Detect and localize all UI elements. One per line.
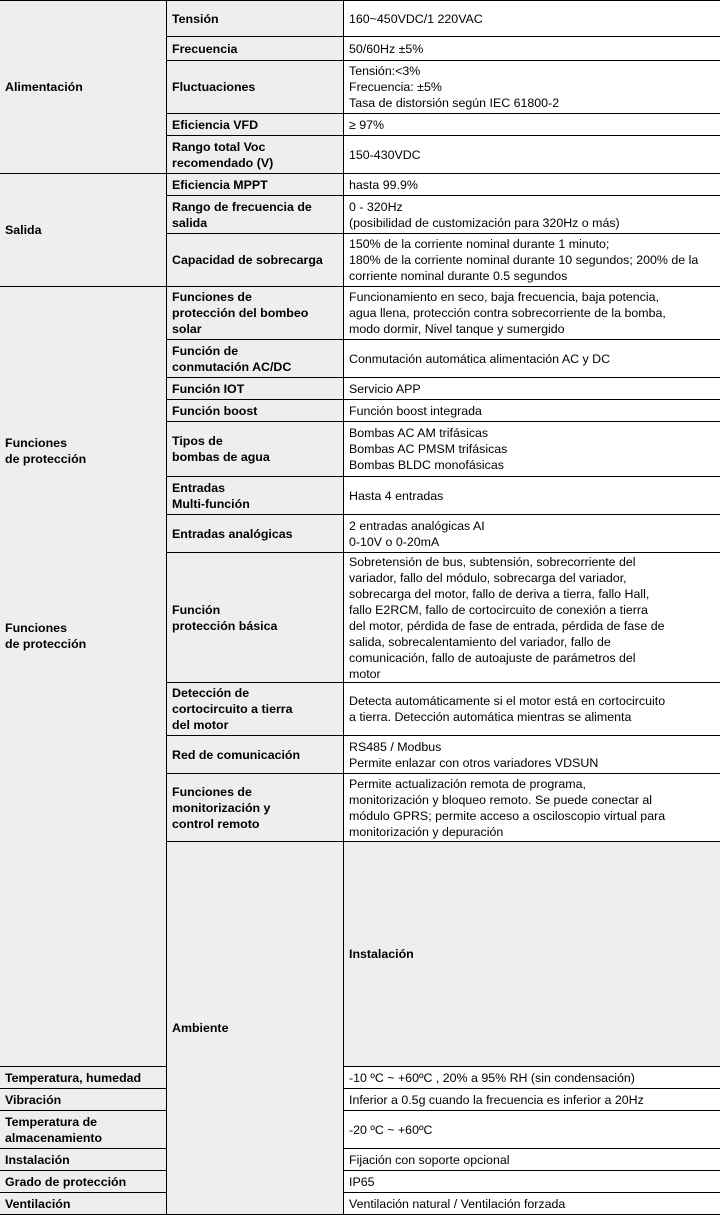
category-alimentacion: Alimentación — [0, 1, 167, 174]
category-funciones-b: Funciones de protección — [5, 620, 161, 652]
row-label: Capacidad de sobrecarga — [167, 234, 344, 287]
row-value: Conmutación automática alimentación AC y DC — [344, 340, 720, 378]
row-label: Rango total Voc recomendado (V) — [167, 136, 344, 174]
row-value: Función boost integrada — [344, 400, 720, 422]
row-value: -20 ºC ~ +60ºC — [344, 1111, 720, 1149]
row-label: Temperatura de almacenamiento — [0, 1111, 167, 1149]
row-value: Detecta automáticamente si el motor está en cortocircuito a tierra. Detección automática mientras se alimenta — [344, 683, 720, 736]
row-label: Vibración — [0, 1089, 167, 1111]
row-label: Frecuencia — [167, 37, 344, 61]
row-label: Rango de frecuencia de salida — [167, 196, 344, 234]
row-value: Servicio APP — [344, 378, 720, 400]
row-value: Hasta 4 entradas — [344, 477, 720, 515]
category-funciones-proteccion — [0, 287, 167, 1067]
row-label: Fluctuaciones — [167, 61, 344, 114]
row-value: Permite actualización remota de programa, monitorización y bloqueo remoto. Se puede conectar al módulo GPRS; permite acceso a osciloscopio virtual para monitorización y depuración — [344, 774, 720, 842]
row-value: Bombas AC AM trifásicas Bombas AC PMSM trifásicas Bombas BLDC monofásicas — [344, 422, 720, 477]
row-label: Tipos de bombas de agua — [167, 422, 344, 477]
row-label: Instalación — [344, 842, 720, 1067]
row-value: Tensión:<3% Frecuencia: ±5% Tasa de distorsión según IEC 61800-2 — [344, 61, 720, 114]
row-label: Funciones de monitorización y control remoto — [167, 774, 344, 842]
row-value: 2 entradas analógicas AI 0-10V o 0-20mA — [344, 515, 720, 553]
table-row — [0, 174, 720, 196]
table-row — [0, 1089, 720, 1111]
category-salida: Salida — [0, 174, 167, 287]
row-value: hasta 99.9% — [344, 174, 720, 196]
row-value: Sobretensión de bus, subtensión, sobrecorriente del variador, fallo del módulo, sobrecarga del variador, sobrecarga del motor, fallo de deriva a tierra, fallo Hall, fallo E2RCM, fallo de cortocircuito de conexión a tierra del motor, pérdida de fase de entrada, pérdida de fase de salida, sobrecalentamiento del variador, fallo de comunicación, fallo de autoajuste de parámetros del motor — [344, 553, 720, 683]
row-value: -10 ºC ~ +60ºC , 20% a 95% RH (sin condensación) — [344, 1067, 720, 1089]
row-label: Entradas Multi-función — [167, 477, 344, 515]
row-label: Función de conmutación AC/DC — [167, 340, 344, 378]
category-funciones-a: Funciones de protección — [5, 435, 161, 467]
table-row — [0, 1067, 720, 1089]
row-label: Instalación — [0, 1149, 167, 1171]
row-label: Eficiencia MPPT — [167, 174, 344, 196]
row-label: Función boost — [167, 400, 344, 422]
row-label: Función protección básica — [167, 553, 344, 683]
row-value: Inferior a 0.5g cuando la frecuencia es inferior a 20Hz — [344, 1089, 720, 1111]
row-label: Red de comunicación — [167, 736, 344, 774]
row-label: Ventilación — [0, 1193, 167, 1215]
table-row — [0, 1193, 720, 1215]
table-row — [0, 287, 720, 340]
row-value: 160~450VDC/1 220VAC — [344, 1, 720, 37]
row-label: Eficiencia VFD — [167, 114, 344, 136]
row-label: Entradas analógicas — [167, 515, 344, 553]
row-label: Funciones de protección del bombeo solar — [167, 287, 344, 340]
row-value: 150-430VDC — [344, 136, 720, 174]
row-value: RS485 / Modbus Permite enlazar con otros variadores VDSUN — [344, 736, 720, 774]
table-row — [0, 1171, 720, 1193]
row-value: 150% de la corriente nominal durante 1 minuto; 180% de la corriente nominal durante 10 segundos; 200% de la corriente nominal durante 0.5 segundos — [344, 234, 720, 287]
row-label: Detección de cortocircuito a tierra del motor — [167, 683, 344, 736]
row-label: Tensión — [167, 1, 344, 37]
category-ambiente: Ambiente — [167, 842, 344, 1215]
row-value: 50/60Hz ±5% — [344, 37, 720, 61]
row-value: Fijación con soporte opcional — [344, 1149, 720, 1171]
table-row — [0, 1111, 720, 1149]
row-value: 0 - 320Hz (posibilidad de customización para 320Hz o más) — [344, 196, 720, 234]
row-label: Función IOT — [167, 378, 344, 400]
row-value: Funcionamiento en seco, baja frecuencia, baja potencia, agua llena, protección contra sobrecorriente de la bomba, modo dormir, Nivel tanque y sumergido — [344, 287, 720, 340]
table-row — [0, 1, 720, 37]
row-label: Grado de protección — [0, 1171, 167, 1193]
row-value: IP65 — [344, 1171, 720, 1193]
row-label: Temperatura, humedad — [0, 1067, 167, 1089]
table-row — [0, 1149, 720, 1171]
row-value: Ventilación natural / Ventilación forzada — [344, 1193, 720, 1215]
row-value: ≥ 97% — [344, 114, 720, 136]
